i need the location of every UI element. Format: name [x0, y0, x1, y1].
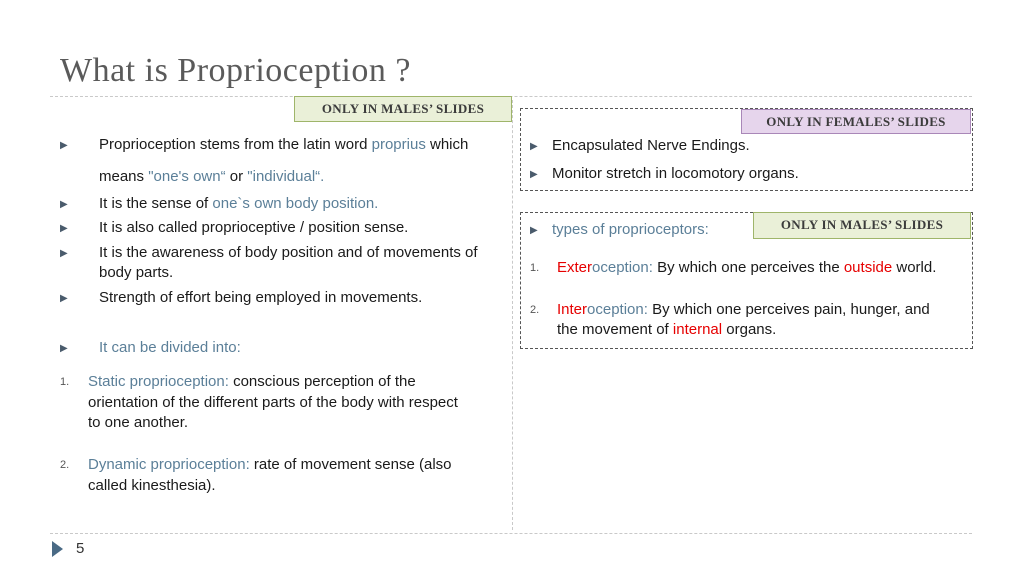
list-number: 2.	[60, 459, 70, 471]
bullet-icon: ▶	[60, 293, 68, 304]
inter-text2: the movement of	[557, 321, 673, 338]
exter-text-end: world.	[892, 259, 937, 276]
bullet-origin	[99, 135, 468, 155]
page-number: 5	[76, 540, 85, 557]
bullet-icon: ▶	[530, 141, 538, 152]
exteroception-line	[557, 258, 936, 278]
dynamic-label: Dynamic proprioception:	[88, 456, 250, 473]
origin-word: proprius	[371, 136, 426, 153]
sense-text: It is the sense of	[99, 195, 213, 212]
bullet-icon: ▶	[60, 199, 68, 210]
bullet-icon: ▶	[60, 140, 68, 151]
origin-text-end: which	[425, 136, 469, 153]
bullet-origin-line2	[99, 167, 324, 187]
bullet-icon: ▶	[60, 248, 68, 259]
monitor-stretch: Monitor stretch in locomotory organs.	[552, 165, 799, 182]
bullet-awareness-line1: It is the awareness of body position and of movements of	[99, 244, 478, 261]
bullet-awareness-line2: body parts.	[99, 264, 174, 281]
ones-own: "one's own“	[148, 168, 226, 185]
outside-word: outside	[843, 259, 893, 276]
bullet-icon: ▶	[530, 169, 538, 180]
bullet-called: It is also called proprioceptive / position sense.	[99, 219, 409, 236]
slide-title: What is Proprioception ?	[60, 52, 411, 89]
interoception-line1	[557, 300, 930, 320]
males-only-tag-top: ONLY IN MALES’ SLIDES	[294, 96, 512, 122]
exter-prefix: Exter	[557, 259, 593, 276]
males-only-tag-right: ONLY IN MALES’ SLIDES	[753, 212, 971, 239]
means-text: means	[99, 168, 149, 185]
bullet-effort: Strength of effort being employed in movements.	[99, 289, 423, 306]
dynamic-line2: called kinesthesia).	[88, 477, 216, 494]
bullet-sense	[99, 194, 378, 214]
inter-suffix: oception:	[587, 301, 648, 318]
exter-suffix: oception:	[592, 259, 653, 276]
bullet-icon: ▶	[60, 223, 68, 234]
static-line3: to one another.	[88, 414, 189, 431]
sense-highlight: one`s own body position.	[212, 195, 379, 212]
inter-text: By which one perceives pain, hunger, and	[647, 301, 930, 318]
list-number: 2.	[530, 304, 540, 316]
origin-text: Proprioception stems from the latin word	[99, 136, 372, 153]
inter-text2-end: organs.	[722, 321, 777, 338]
list-number: 1.	[60, 376, 70, 388]
static-line2: orientation of the different parts of the body with respect	[88, 394, 458, 411]
page-arrow-icon	[52, 541, 63, 557]
bullet-icon: ▶	[60, 343, 68, 354]
bullet-divided: It can be divided into:	[99, 339, 241, 356]
interoception-line2	[557, 320, 776, 340]
bullet-icon: ▶	[530, 225, 538, 236]
nerve-endings: Encapsulated Nerve Endings.	[552, 137, 750, 154]
exter-text: By which one perceives the	[652, 259, 844, 276]
static-line1	[88, 372, 416, 392]
inter-prefix: Inter	[557, 301, 588, 318]
static-text: conscious perception of the	[228, 373, 416, 390]
individual: "individual“.	[247, 168, 325, 185]
types-heading: types of proprioceptors:	[552, 221, 709, 238]
or-text: or	[225, 168, 248, 185]
static-label: Static proprioception:	[88, 373, 229, 390]
footer-divider	[50, 533, 972, 534]
dynamic-text: rate of movement sense (also	[249, 456, 452, 473]
list-number: 1.	[530, 262, 540, 274]
females-only-tag: ONLY IN FEMALES’ SLIDES	[741, 109, 971, 134]
internal-word: internal	[672, 321, 723, 338]
column-divider	[512, 100, 513, 530]
dynamic-line1	[88, 455, 452, 475]
